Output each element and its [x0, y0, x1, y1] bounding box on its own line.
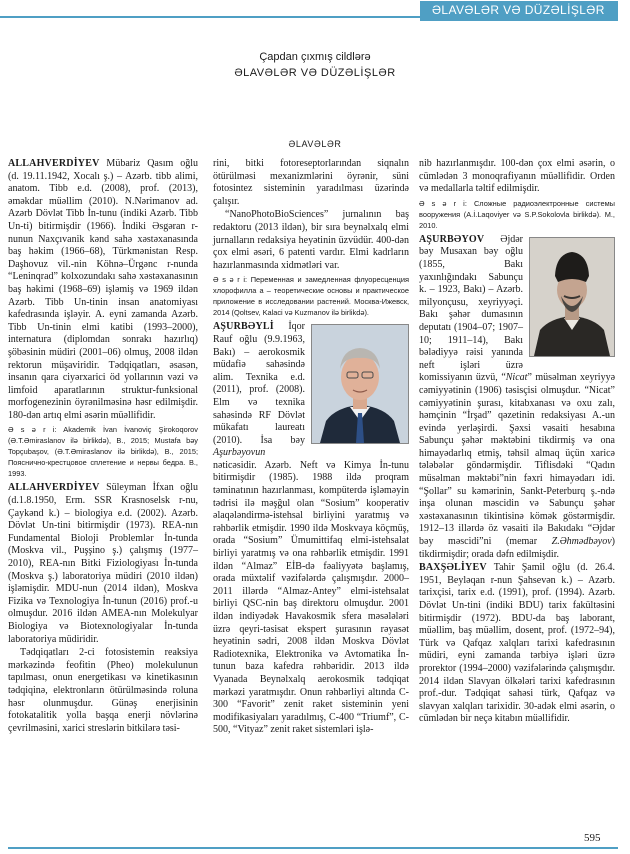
page-number: 595	[584, 832, 601, 844]
architect-name: Z.Əhmədbəyov	[551, 536, 612, 548]
running-title: ƏLAVƏLƏR VƏ DÜZƏLİŞLƏR	[432, 3, 605, 17]
entry-allahverdiyev-mubariz	[8, 158, 198, 422]
entry-paragraph: Tədqiqatları 2-ci fotosistemin reaksiya mərkəzində feofitin (Pheo) molekulunun tapılması, onun energetikası və kinetikasının tədqiqinə, elektronların ötürülməsində roluna həsr olunmuşdur. Günəş enerjisinin fotokatalitik yolla başqa enerji növlərinə çevrilməsini, xarici streslərin bitkilərə təsi-	[8, 647, 198, 734]
column-3	[419, 158, 615, 727]
headword: ALLAHVERDİYEV	[8, 482, 100, 494]
headword: BAXŞƏLİYEV	[419, 562, 487, 574]
cross-reference: Aşurbəyovun	[213, 447, 266, 459]
headword: AŞURBƏYLİ	[213, 321, 274, 333]
portrait-photo-ashurbeyli	[311, 324, 409, 444]
entry-text: ) tikdirmişdir; orada dəfn edilmişdir.	[419, 536, 615, 560]
entry-paragraph: rini, bitki fotoreseptorlarından siqnalın ötürülməsi mexanizmlərini öyrənir, süni fotosintez sisteminin yaradılması üzərində çalışır.	[213, 158, 409, 207]
entry-ashurbeyli	[213, 321, 409, 737]
works-label: Ə s ə r i:	[213, 275, 248, 285]
entry-text: İqor Rauf oğlu (9.9.1963, Bakı) – aerokosmik müdafiə sahəsində alim. Texnika e.d. (2011), prof. (2008). Elm və texnika sahəsində RF Dövlət mükafatı laureatı (2010). İsa bəy	[213, 321, 305, 446]
section-title: ƏLAVƏLƏR	[288, 139, 342, 149]
entry-baxsheliyev	[419, 562, 615, 726]
footer-rule	[8, 847, 618, 849]
header-rule	[0, 16, 420, 18]
society-name: Nicat	[505, 372, 528, 384]
works-text: Переменная и замедленная флуоресценция хлорофилла a – теоретические основы и практическое приложение в исследовании растений. Москва-Ижевск, 2014 (Qoltsev, Kalaci və Kuzmanov ilə birlikdə).	[213, 275, 409, 318]
works-text: Сложные радиоэлектронные системы вооружения (A.İ.Laqoviyer və S.P.Sokolovla birlikdə). M., 2010.	[419, 198, 615, 230]
supplement-line-1: Çapdan çıxmış cildlərə	[259, 51, 371, 63]
entry-text: ” müsəlman xeyriyyə cəmiyyətinin (1906) təsisçisi olmuşdur. “Nicat” cəmiyyətinin şurası, kitabxanası və oxu zalı, həmçinin “İrşad” qəzetinin redaksiyası A.-un evində yerləşirdi. Şəxsi vəsaiti hesabına Sabunçu şəhər məktəbini tikdirmiş və ona himayədarlıq etmiş, təhsil almaq üçün xaricə tələbələr göndərmişdir. Tiflisdəki “Qadın müsəlman məktəbi”nin fəxri himayədarı idi. “Şollar” su kəmərinin, Sankt-Peterburq ş.-ndə inşa olunan məscidin və Sabunçu şəhər xəstəxanasının tikintisinə kömək göstərmişdir. 1912–13 illərdə öz vəsaiti ilə Bakıdakı “Əjdər bəy məscidi”ni (memar	[419, 372, 616, 548]
entry-paragraph: nib hazırlanmışdır. 100-dən çox elmi əsərin, o cümlədən 3 monoqrafiyanın müəllifidir. Orden və medallarla təltif edilmişdir.	[419, 158, 615, 195]
works-list	[419, 198, 615, 231]
portrait-photo-ashurbeyov	[529, 237, 615, 357]
works-text: Akademik İvan İvanoviç Şirokoqorov (Ə.T.Əmiraslanov ilə birlikdə), B., 2015; Mustafa bəy Topçubaşov, (Ə.T.Əmiraslanov ilə birlikdə), B., 2015; Пояснично-крестцовое сплетение и нервы бедра. B., 1993.	[8, 425, 198, 479]
entry-text: nəticəsidir. Azərb. Neft və Kimya İn-tunu bitirmişdir (1985). 1988 ildə proqram təminatının hazırlanması, kompüterdə işləməyin tədrisi ilə məşğul olan “Sosium” kooperativ əlaqələndirmə-istehsal birliyini yaratmış və rəhbərlik etmişdir. 1990 ildə Moskvaya köçmüş, orada “Sosium” Ümumittifaq elmi-istehsalat birliyi yaratmış və ona rəhbərlik etmişdir. 1991 ildən “Almaz” EİB-də fəaliyyətə başlamış, orada müxtəlif vəzifələrdə çalışmışdır. 2000–2011 illərdə “Almaz-Antey” elmi-istehsalat birliyi QSC-nin baş direktoru olmuşdur. 2001 ildən indiyədək Havakosmik sfera məsələləri üzrə qeyri-təsisat ekspert şurasının rəyasət heyətinin sədri, 2008 ildən Moskva Dövlət Radiotexnika, Elektronika və Avtomatika İn-tunun baza kafedra rəhbəridir. 2013 ildə Vyanada Beynəlxalq aerokosmik tədqiqat mərkəzi yaratmışdır. Onun rəhbərliyi altında C-300 “Favorit” zenit raket sisteminin yeni modifikasiyaları yaradılmış, C-400 “Triumf”, C-500, “Vityaz” zenit raket sistemləri işlə-	[213, 459, 409, 736]
works-label: Ə s ə r i:	[8, 425, 57, 435]
works-list	[213, 274, 409, 318]
entry-text: Əjdər bəy Musaxan bəy oğlu (1855, Bakı yaxınlığındakı Sabunçu k. – 1923, Bakı) – Azərb. milyonçusu, xeyriyyəçi. Bakı şəhər dumasının deputatı (1904–07; 1907–10; 1911–14), Bakı bələdiyyə rəisi yanında neft işləri üzrə komissiyanın üzvü, “	[419, 233, 523, 384]
entry-text: Mübariz Qasım oğlu (d. 19.11.1942, Xocalı ş.) – Azərb. tibb alimi, anatom. Tibb e.d. (2008), prof. (2013), əməkdar müəllim (2010). N.Nərimanov ad. Azərb Dövlət Tibb İn-tunu (indiki Azərb. Tibb Un-ti) bitirmişdir (1966). İndiki Əsgəran r-nunun Naxçıvanik kənd sahə xəstəxanasında baş həkim (1966–68), Türkmənistan Resp. Daşhovuz vil.-nin Köhnə–Ürgənc r-nunda “Leninqrad” kolxozundakı sahə xəstəxanasının baş həkimi (1968–69) işləmiş və 1969 ildən Azərb. Tibb Un-tinin insan anatomiyası kafedrasında işləyir. A. eyni zamanda Azərb. Tibb Un-tinin elmi katibi (1993–2000), internatura (diplomdan sonrakı hazırlıq) şöbəsinin müdiri (2001–06) olmuş, 2008 ildən rektorun müşaviridir. Tədqiqatları, əsasən, insanın qara ciyərxarici öd yollarının vəzi və limfoid aparatlarının struktur-funksional morfogenezinin öyrənilməsinə həsr edilmişdir. 180-dən artıq elmi əsərin müəllifidir.	[8, 158, 198, 421]
column-2	[213, 158, 409, 738]
entry-paragraph: “NanoPhotoBioSciences” jurnalının baş redaktoru (2013 ildən), bir sıra beynəlxalq elmi jurnalların redaksiya heyətinin üzvüdür. 400-dən çox elmi əsəri, 6 patenti vardır. Elmi kadrların hazırlanmasında xidmətləri var.	[213, 209, 409, 271]
running-header	[0, 0, 630, 26]
headword: AŞURBƏYOV	[419, 233, 485, 245]
supplement-line-2: ƏLAVƏLƏR VƏ DÜZƏLİŞLƏR	[234, 67, 396, 79]
works-label: Ə s ə r i:	[419, 198, 467, 208]
entry-text: Tahir Şamil oğlu (d. 26.4. 1951, Beyləqan r-nun Şahsevən k.) – Azərb. tarixçisi, tarix e.d. (1991), prof. (1994). Azərb. Dövlət Un-tini (indiki BDU) tarix fakültəsini bitirmişdir (1972). BDU-da baş laborant, müəllim, baş müəllim, dosent, prof. (1972–94), Türk və Qafqaz xalqları tarixi kafedrasının müdiri, eyni zamanda tərbiyə işləri üzrə prorektor (1994–2000) vəzifələrində çalışmışdır. 2014 ildən Slavyan ölkələri tarixi kafedrasının prof.-dur. Tədqiqat sahəsi türk, Qafqaz və slavyan xalqları tarixidir. 30-adək elmi əsərin, o cümlədən bir neçə kitabın müəllifidir.	[419, 562, 616, 725]
entry-ashurbeyov	[419, 234, 615, 561]
column-1	[8, 158, 198, 736]
entry-allahverdiyev-suleyman	[8, 482, 198, 646]
works-list	[8, 424, 198, 479]
headword: ALLAHVERDİYEV	[8, 158, 100, 169]
portrait-image	[312, 325, 408, 443]
entry-text: Süleyman İfxan oğlu (d.1.8.1950, Erm. SSR Krasnoselsk r-nu, Çaykənd k.) – biologiya e.d. (2002). Azərb. Dövlət Un-tini bitirmişdir (1973). REA-nın Fundamental Bioloji Problemlər İn-tunda (Moskva vil., Puşşino ş.) çalışmış (1977–2010), REA-nın Bitki Fiziologiyası İn-tunda (Moskva ş.) laboratoriya müdiri (2010 ildən) işləmişdir. MDU-nun (2014 ildən), Moskva Fizika və Texnologiya İn-tunun (2016) prof.-u olmuşdur. 2016 ildən AMEA-nın Molekulyar Biologiya və Biotexnologiyalar İn-tunda laboratoriya müdiridir.	[8, 482, 199, 645]
portrait-image	[530, 238, 614, 356]
